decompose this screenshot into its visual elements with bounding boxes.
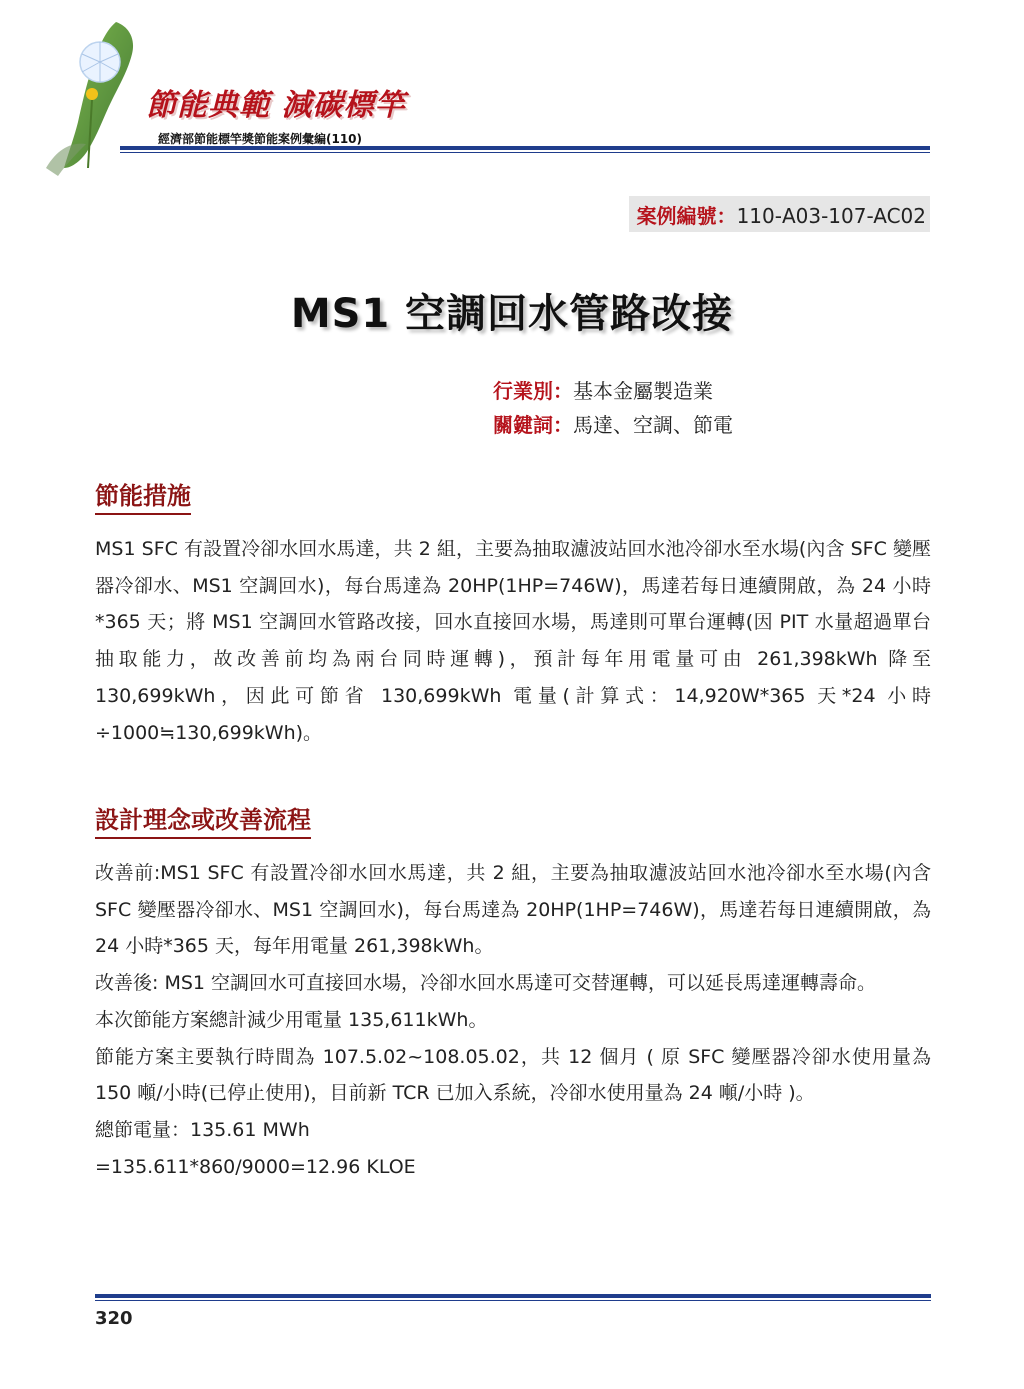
- header-divider-thin: [120, 152, 930, 153]
- header-subtitle: 經濟部節能標竿獎節能案例彙編(110): [158, 132, 363, 146]
- case-number-value: 110-A03-107-AC02: [736, 204, 926, 228]
- industry-line: [493, 375, 713, 404]
- case-number-box: [629, 196, 930, 232]
- paragraph: 節能方案主要執行時間為 107.5.02~108.05.02，共 12 個月 ( 原 SFC 變壓器冷卻水使用量為 150 噸/小時(已停止使用)，目前新 TCR 已加入系統，冷卻水使用量為 24 噸/小時 )。: [95, 1045, 931, 1105]
- section-heading-design: 設計理念或改善流程: [95, 800, 311, 839]
- page-number: 320: [95, 1308, 133, 1329]
- section-heading-measures: 節能措施: [95, 476, 191, 515]
- paragraph: MS1 SFC 有設置冷卻水回水馬達，共 2 組，主要為抽取濾波站回水池冷卻水至水場(內含 SFC 變壓器冷卻水、MS1 空調回水)，每台馬達為 20HP(1HP=746W)，馬達若每日連續開啟，為 24 小時*365 天；將 MS1 空調回水管路改接，回水直接回水場，馬達則可單台運轉(因 PIT 水量超過單台抽取能力，故改善前均為兩台同時運轉)，預計每年用電量可由 261,398kWh 降至 130,699kWh，因此可節省 130,699kWh 電量(計算式：14,920W*365 天*24 小時÷1000≒130,699kWh)。: [95, 538, 931, 744]
- footer-divider: [95, 1294, 931, 1298]
- keywords-line: [493, 409, 733, 438]
- section-body-design: [95, 855, 931, 1185]
- keywords-label: 關鍵詞：: [493, 413, 573, 437]
- industry-value: 基本金屬製造業: [573, 379, 713, 403]
- paragraph: 本次節能方案總計減少用電量 135,611kWh。: [95, 1008, 488, 1031]
- document-title: MS1 空調回水管路改接: [290, 291, 734, 337]
- paragraph: 改善前:MS1 SFC 有設置冷卻水回水馬達，共 2 組，主要為抽取濾波站回水池冷卻水至水場(內含 SFC 變壓器冷卻水、MS1 空調回水)，每台馬達為 20HP(1HP=746W)，馬達若每日連續開啟，為 24 小時*365 天，每年用電量 261,398kWh。: [95, 862, 931, 958]
- footer-divider-thin: [95, 1300, 931, 1301]
- header-divider: [120, 146, 930, 150]
- paragraph: 改善後: MS1 空調回水可直接回水場，冷卻水回水馬達可交替運轉，可以延長馬達運轉壽命。: [95, 972, 877, 995]
- case-number-label: 案例編號：: [636, 204, 737, 228]
- keywords-value: 馬達、空調、節電: [573, 413, 733, 437]
- paragraph: 總節電量：135.61 MWh: [95, 1118, 310, 1141]
- industry-label: 行業別：: [493, 379, 573, 403]
- paragraph: =135.611*860/9000=12.96 KLOE: [95, 1155, 416, 1178]
- section-body-measures: [95, 531, 931, 751]
- taiwan-dandelion-logo: [28, 18, 158, 178]
- header-slogan: 節能典範 減碳標竿: [146, 88, 406, 123]
